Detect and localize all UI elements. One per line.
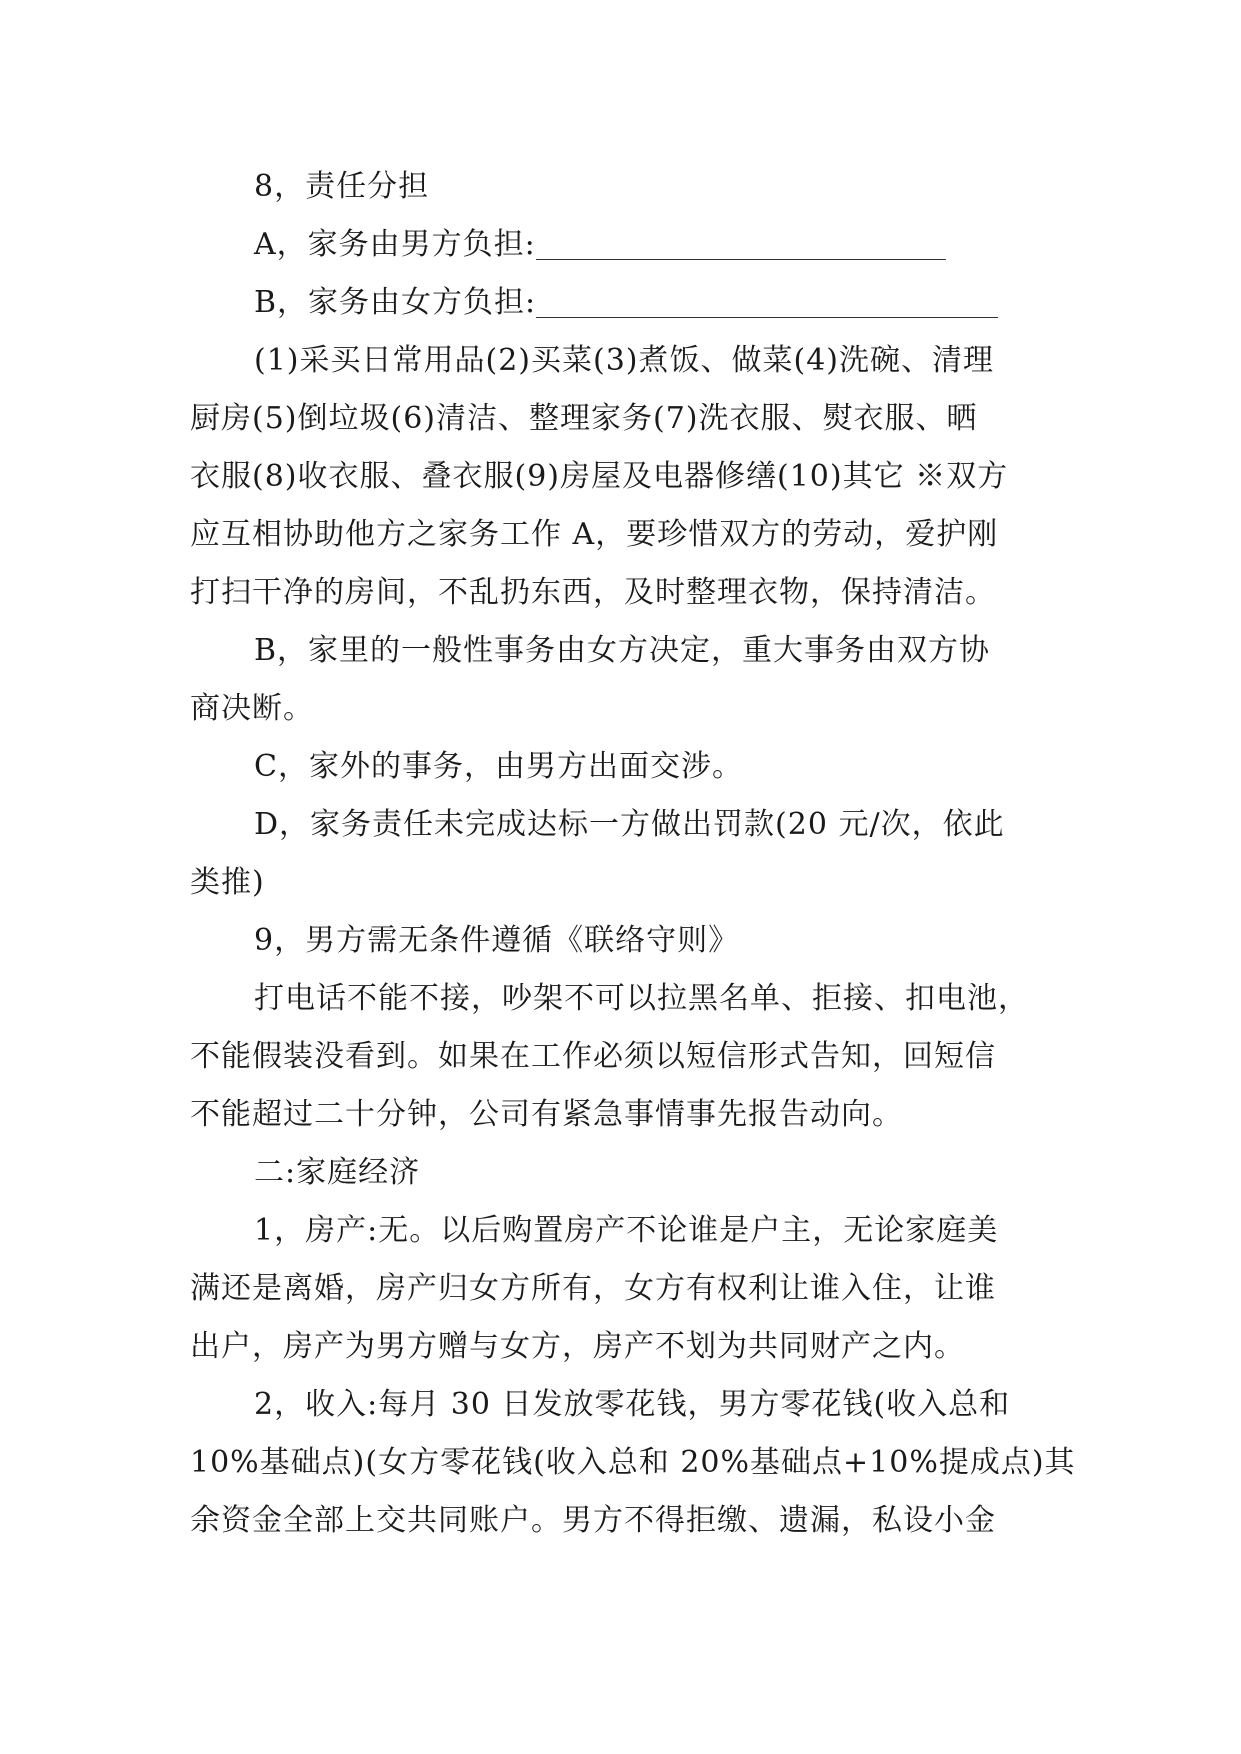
male-chores-blank-line (536, 229, 946, 260)
text-line: 衣服(8)收衣服、叠衣服(9)房屋及电器修缮(10)其它 ※双方 (190, 459, 1009, 494)
paragraph-household-decisions (190, 622, 1052, 738)
text-line: 满还是离婚，房产归女方所有，女方有权利让谁入住，让谁 (190, 1271, 996, 1306)
text-line: 打电话不能不接，吵架不可以拉黑名单、拒接、扣电池， (254, 981, 1029, 1016)
document-body (190, 158, 1076, 1550)
text-line: 2，收入:每月 30 日发放零花钱，男方零花钱(收入总和 (254, 1387, 1011, 1422)
text-line: 商决断。 (190, 691, 314, 726)
text-line: B，家里的一般性事务由女方决定，重大事务由双方协 (254, 633, 991, 668)
text-line: (1)采买日常用品(2)买菜(3)煮饭、做菜(4)洗碗、清理 (254, 343, 994, 378)
external-affairs-text: C，家外的事务，由男方出面交涉。 (254, 749, 743, 784)
family-economy-text: 二:家庭经济 (254, 1155, 421, 1190)
text-line: 厨房(5)倒垃圾(6)清洁、整理家务(7)洗衣服、熨衣服、晒 (190, 401, 978, 436)
paragraph-female-chores (190, 274, 1052, 332)
text-line: 不能假装没看到。如果在工作必须以短信形式告知，回短信 (190, 1039, 996, 1074)
heading-responsibility (190, 158, 1052, 216)
text-line: 不能超过二十分钟，公司有紧急事情事先报告动向。 (190, 1097, 903, 1132)
male-chores-label: A，家务由男方负担: (254, 227, 536, 262)
text-line: 打扫干净的房间，不乱扔东西，及时整理衣物，保持清洁。 (190, 575, 996, 610)
heading-responsibility-text: 8，责任分担 (254, 169, 430, 204)
paragraph-contact-details (190, 970, 1052, 1144)
paragraph-property (190, 1202, 1052, 1376)
heading-family-economy (190, 1144, 1052, 1202)
text-line: 应互相协助他方之家务工作 A，要珍惜双方的劳动，爱护刚 (190, 517, 999, 552)
text-line: 类推) (190, 865, 265, 900)
heading-contact-rules (190, 912, 1052, 970)
text-line: 出户，房产为男方赠与女方，房产不划为共同财产之内。 (190, 1329, 965, 1364)
text-line: 余资金全部上交共同账户。男方不得拒缴、遗漏，私设小金 (190, 1503, 996, 1538)
paragraph-penalty (190, 796, 1052, 912)
female-chores-blank-line (536, 287, 998, 318)
text-line: D，家务责任未完成达标一方做出罚款(20 元/次，依此 (254, 807, 1005, 842)
text-line: 1，房产:无。以后购置房产不论谁是户主，无论家庭美 (254, 1213, 999, 1248)
female-chores-label: B，家务由女方负担: (254, 285, 537, 320)
paragraph-male-chores (190, 216, 1052, 274)
paragraph-income (190, 1376, 1076, 1550)
paragraph-chore-list (190, 332, 1052, 622)
contact-rules-text: 9，男方需无条件遵循《联络守则》 (254, 923, 740, 958)
paragraph-external-affairs (190, 738, 1052, 796)
text-line: 10%基础点)(女方零花钱(收入总和 20%基础点+10%提成点)其 (190, 1445, 1076, 1480)
